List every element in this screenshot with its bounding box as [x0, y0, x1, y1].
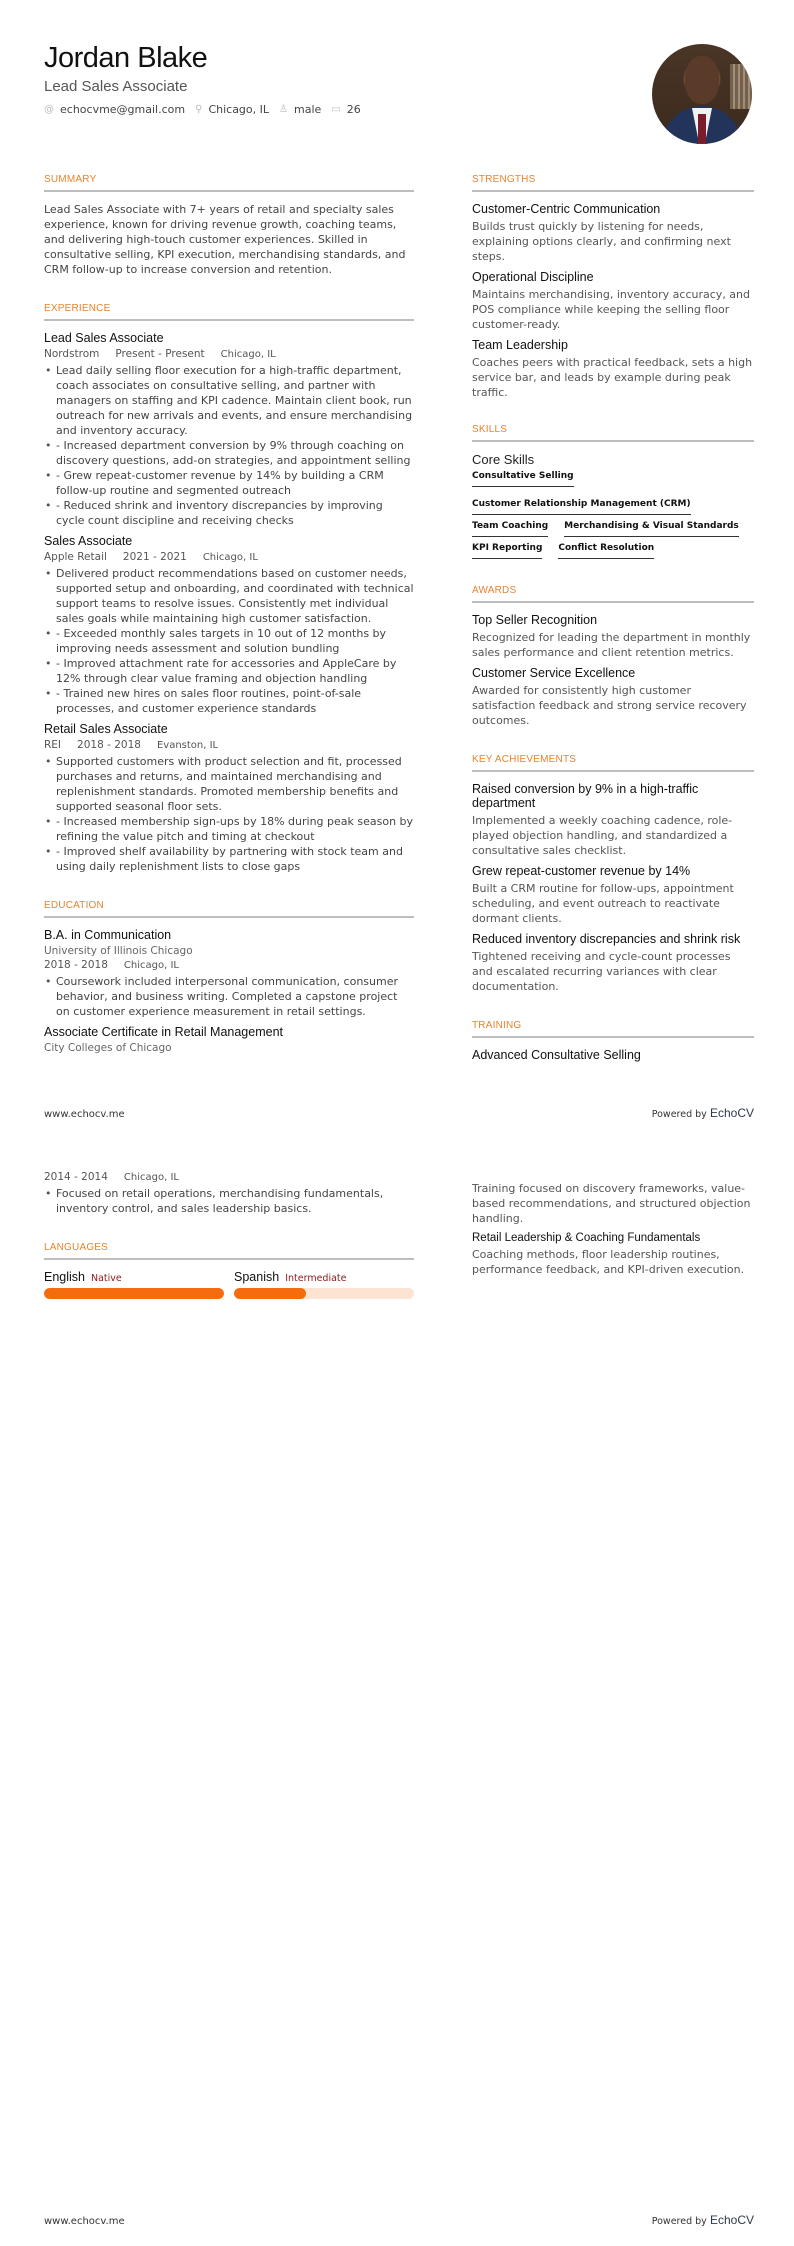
strength-title: Customer-Centric Communication	[472, 202, 661, 216]
language-level: Native	[91, 1273, 122, 1284]
education-bullets	[44, 974, 414, 1019]
skill-tag: Consultative Selling	[472, 471, 574, 487]
dates: 2021 - 2021	[122, 551, 187, 563]
bullet: • Supported customers with product selection and fit, processed purchases and returns, and maintained merchandising and replenishment standards. Promoted membership benefits and supported seasonal floor sets.	[56, 754, 414, 814]
school: City Colleges of Chicago	[44, 1042, 172, 1054]
training-title: Retail Leadership & Coaching Fundamentals	[472, 1232, 701, 1244]
at-icon: @	[44, 104, 54, 115]
bullet: • - Improved shelf availability by partnering with stock team and using daily replenishment lists to close gaps	[56, 844, 414, 874]
skill-tag: Team Coaching	[472, 521, 548, 537]
experience-item	[44, 534, 414, 716]
powered-by: Powered by EchoCV	[651, 2213, 754, 2227]
languages-section	[44, 1242, 414, 1299]
training-title: Advanced Consultative Selling	[472, 1048, 641, 1062]
summary-section	[44, 174, 414, 277]
location: Chicago, IL	[220, 349, 276, 360]
language-list	[44, 1270, 414, 1299]
award-desc: Recognized for leading the department in monthly sales performance and client retention metrics.	[472, 631, 751, 659]
page-footer	[44, 2213, 754, 2227]
awards-heading: AWARDS	[472, 585, 754, 603]
job-meta	[44, 348, 414, 360]
job-title: Sales Associate	[44, 534, 133, 548]
training-section	[472, 1020, 754, 1062]
right-column-continued	[472, 1181, 754, 1281]
strengths-heading: STRENGTHS	[472, 174, 754, 192]
skill-tag: Conflict Resolution	[558, 543, 654, 559]
location: Chicago, IL	[123, 1172, 179, 1183]
education-item	[44, 1025, 414, 1054]
degree: B.A. in Communication	[44, 928, 172, 942]
bullet: • - Exceeded monthly sales targets in 10 out of 12 months by improving needs assessment and solution bundling	[56, 626, 414, 656]
job-bullets	[44, 754, 414, 874]
bullet: • - Improved attachment rate for accessories and AppleCare by 12% through clear value framing and objection handling	[56, 656, 414, 686]
job-bullets	[44, 363, 414, 528]
bullet: • - Reduced shrink and inventory discrepancies by improving cycle count discipline and receiving checks	[56, 498, 414, 528]
contact-gender: ♙ male	[279, 103, 322, 116]
profile-photo	[652, 44, 752, 144]
job-meta	[44, 551, 414, 563]
language-item	[234, 1270, 414, 1299]
language-item	[44, 1270, 224, 1299]
photo-head	[685, 56, 719, 104]
contact-age: ▭ 26	[331, 103, 361, 116]
language-bar-fill	[234, 1288, 306, 1299]
skills-heading: SKILLS	[472, 424, 754, 442]
left-column-continued	[44, 1171, 414, 1299]
powered-by: Powered by EchoCV	[651, 1106, 754, 1120]
job-title: Retail Sales Associate	[44, 722, 168, 736]
training-heading: TRAINING	[472, 1020, 754, 1038]
achievement-title: Grew repeat-customer revenue by 14%	[472, 864, 691, 878]
strength-desc: Coaches peers with practical feedback, sets a high service bar, and leads by example during peak traffic.	[472, 356, 753, 399]
dates: 2018 - 2018	[77, 739, 141, 751]
skill-tag: KPI Reporting	[472, 543, 542, 559]
experience-section	[44, 303, 414, 874]
summary-text: Lead Sales Associate with 7+ years of retail and specialty sales experience, known for driving revenue growth, coaching teams, and delivering high-touch customer experiences. Skilled in consultative selling, KPI execution, merchandising standards, and CRM follow-up to increase conversion and retention.	[44, 203, 406, 276]
achievement-desc: Tightened receiving and cycle-count processes and escalated recurring variances with clear documentation.	[472, 950, 731, 993]
language-bar	[234, 1288, 414, 1299]
dates: Present - Present	[115, 348, 205, 360]
strength-title: Team Leadership	[472, 338, 568, 352]
contact-row	[44, 103, 361, 116]
bullet: • - Grew repeat-customer revenue by 14% by building a CRM follow-up routine and segmented outreach	[56, 468, 414, 498]
bullet: • Delivered product recommendations based on customer needs, supported setup and onboarding, and coordinated with technical support teams to resolve issues. Consistently met individual sales goals while maintaining high customer satisfaction.	[56, 566, 414, 626]
skills-group-title: Core Skills	[472, 452, 535, 467]
job-title: Lead Sales Associate	[44, 331, 164, 345]
award-desc: Awarded for consistently high customer satisfaction feedback and strong service recovery outcomes.	[472, 684, 747, 727]
achievements-heading: KEY ACHIEVEMENTS	[472, 754, 754, 772]
strengths-section	[472, 174, 754, 400]
education-meta	[44, 1171, 414, 1183]
location: Evanston, IL	[156, 740, 219, 751]
bullet: • - Increased department conversion by 9% through coaching on discovery questions, add-on strategies, and appointment selling	[56, 438, 414, 468]
languages-heading: LANGUAGES	[44, 1242, 414, 1260]
bullet: • - Trained new hires on sales floor routines, point-of-sale processes, and customer experience standards	[56, 686, 414, 716]
education-heading: EDUCATION	[44, 900, 414, 918]
degree: Associate Certificate in Retail Management	[44, 1025, 284, 1039]
company: REI	[44, 739, 62, 751]
contact-location: ⚲ Chicago, IL	[195, 103, 270, 116]
dates: 2014 - 2014	[44, 1171, 108, 1183]
photo-tie	[698, 114, 706, 144]
language-level: Intermediate	[285, 1273, 347, 1284]
education-section	[44, 900, 414, 1054]
calendar-icon: ▭	[331, 104, 341, 115]
education-meta	[44, 959, 414, 971]
left-column	[44, 174, 414, 1056]
achievement-desc: Built a CRM routine for follow-ups, appointment scheduling, and event outreach to reactivate dormant clients.	[472, 882, 734, 925]
experience-item	[44, 331, 414, 528]
page-footer	[44, 1106, 754, 1120]
experience-heading: EXPERIENCE	[44, 303, 414, 321]
location-pin-icon: ⚲	[195, 104, 203, 115]
education-bullets	[44, 1186, 414, 1216]
bullet: • Lead daily selling floor execution for a high-traffic department, coach associates on consultative selling, and partner with managers on staffing and KPI cadence. Maintain client book, run outreach for new arrivals and events, and ensure merchandising and inventory accuracy.	[56, 363, 414, 438]
candidate-title: Lead Sales Associate	[44, 78, 188, 95]
skill-tag: Customer Relationship Management (CRM)	[472, 499, 691, 515]
language-bar	[44, 1288, 224, 1299]
strength-desc: Maintains merchandising, inventory accuracy, and POS compliance while keeping the selling floor customer-ready.	[472, 288, 751, 331]
right-column	[472, 174, 754, 1065]
person-icon: ♙	[279, 104, 288, 115]
website-link[interactable]: www.echocv.me	[44, 2216, 125, 2227]
strength-title: Operational Discipline	[472, 270, 594, 284]
education-item	[44, 928, 414, 1019]
dates: 2018 - 2018	[44, 959, 108, 971]
website-link[interactable]: www.echocv.me	[44, 1109, 125, 1120]
skill-tag: Merchandising & Visual Standards	[564, 521, 739, 537]
experience-item	[44, 722, 414, 874]
candidate-name: Jordan Blake	[44, 42, 208, 74]
achievement-desc: Implemented a weekly coaching cadence, role-played objection handling, and standardized a consultative sales checklist.	[472, 814, 733, 857]
bullet: • Focused on retail operations, merchandising fundamentals, inventory control, and sales leadership basics.	[56, 1186, 414, 1216]
training-desc: Training focused on discovery frameworks, value-based recommendations, and structured objection handling.	[472, 1182, 751, 1225]
language-name: English	[44, 1270, 85, 1284]
bullet: • Coursework included interpersonal communication, consumer behavior, and business writing. Completed a capstone project on customer experience measurement in retail settings.	[56, 974, 414, 1019]
resume-page-2	[0, 1123, 794, 2246]
language-bar-fill	[44, 1288, 224, 1299]
achievements-section	[472, 754, 754, 994]
training-desc: Coaching methods, floor leadership routines, performance feedback, and KPI-driven execution.	[472, 1248, 745, 1276]
achievement-title: Raised conversion by 9% in a high-traffic department	[472, 782, 699, 810]
strength-desc: Builds trust quickly by listening for needs, explaining options clearly, and confirming next steps.	[472, 220, 731, 263]
award-title: Customer Service Excellence	[472, 666, 636, 680]
job-meta	[44, 739, 414, 751]
location: Chicago, IL	[123, 960, 179, 971]
job-bullets	[44, 566, 414, 716]
location: Chicago, IL	[202, 552, 258, 563]
school: University of Illinois Chicago	[44, 945, 193, 957]
brand-logo[interactable]: EchoCV	[709, 2213, 754, 2227]
skills-section	[472, 424, 754, 559]
awards-section	[472, 585, 754, 728]
contact-email[interactable]: @ echocvme@gmail.com	[44, 103, 186, 116]
company: Nordstrom	[44, 348, 100, 360]
photo-bookshelf	[730, 64, 752, 109]
brand-logo[interactable]: EchoCV	[709, 1106, 754, 1120]
summary-heading: SUMMARY	[44, 174, 414, 192]
award-title: Top Seller Recognition	[472, 613, 598, 627]
language-name: Spanish	[234, 1270, 280, 1284]
company: Apple Retail	[44, 551, 107, 563]
bullet: • - Increased membership sign-ups by 18% during peak season by refining the value pitch and timing at checkout	[56, 814, 414, 844]
skill-list	[472, 471, 754, 559]
achievement-title: Reduced inventory discrepancies and shrink risk	[472, 932, 741, 946]
